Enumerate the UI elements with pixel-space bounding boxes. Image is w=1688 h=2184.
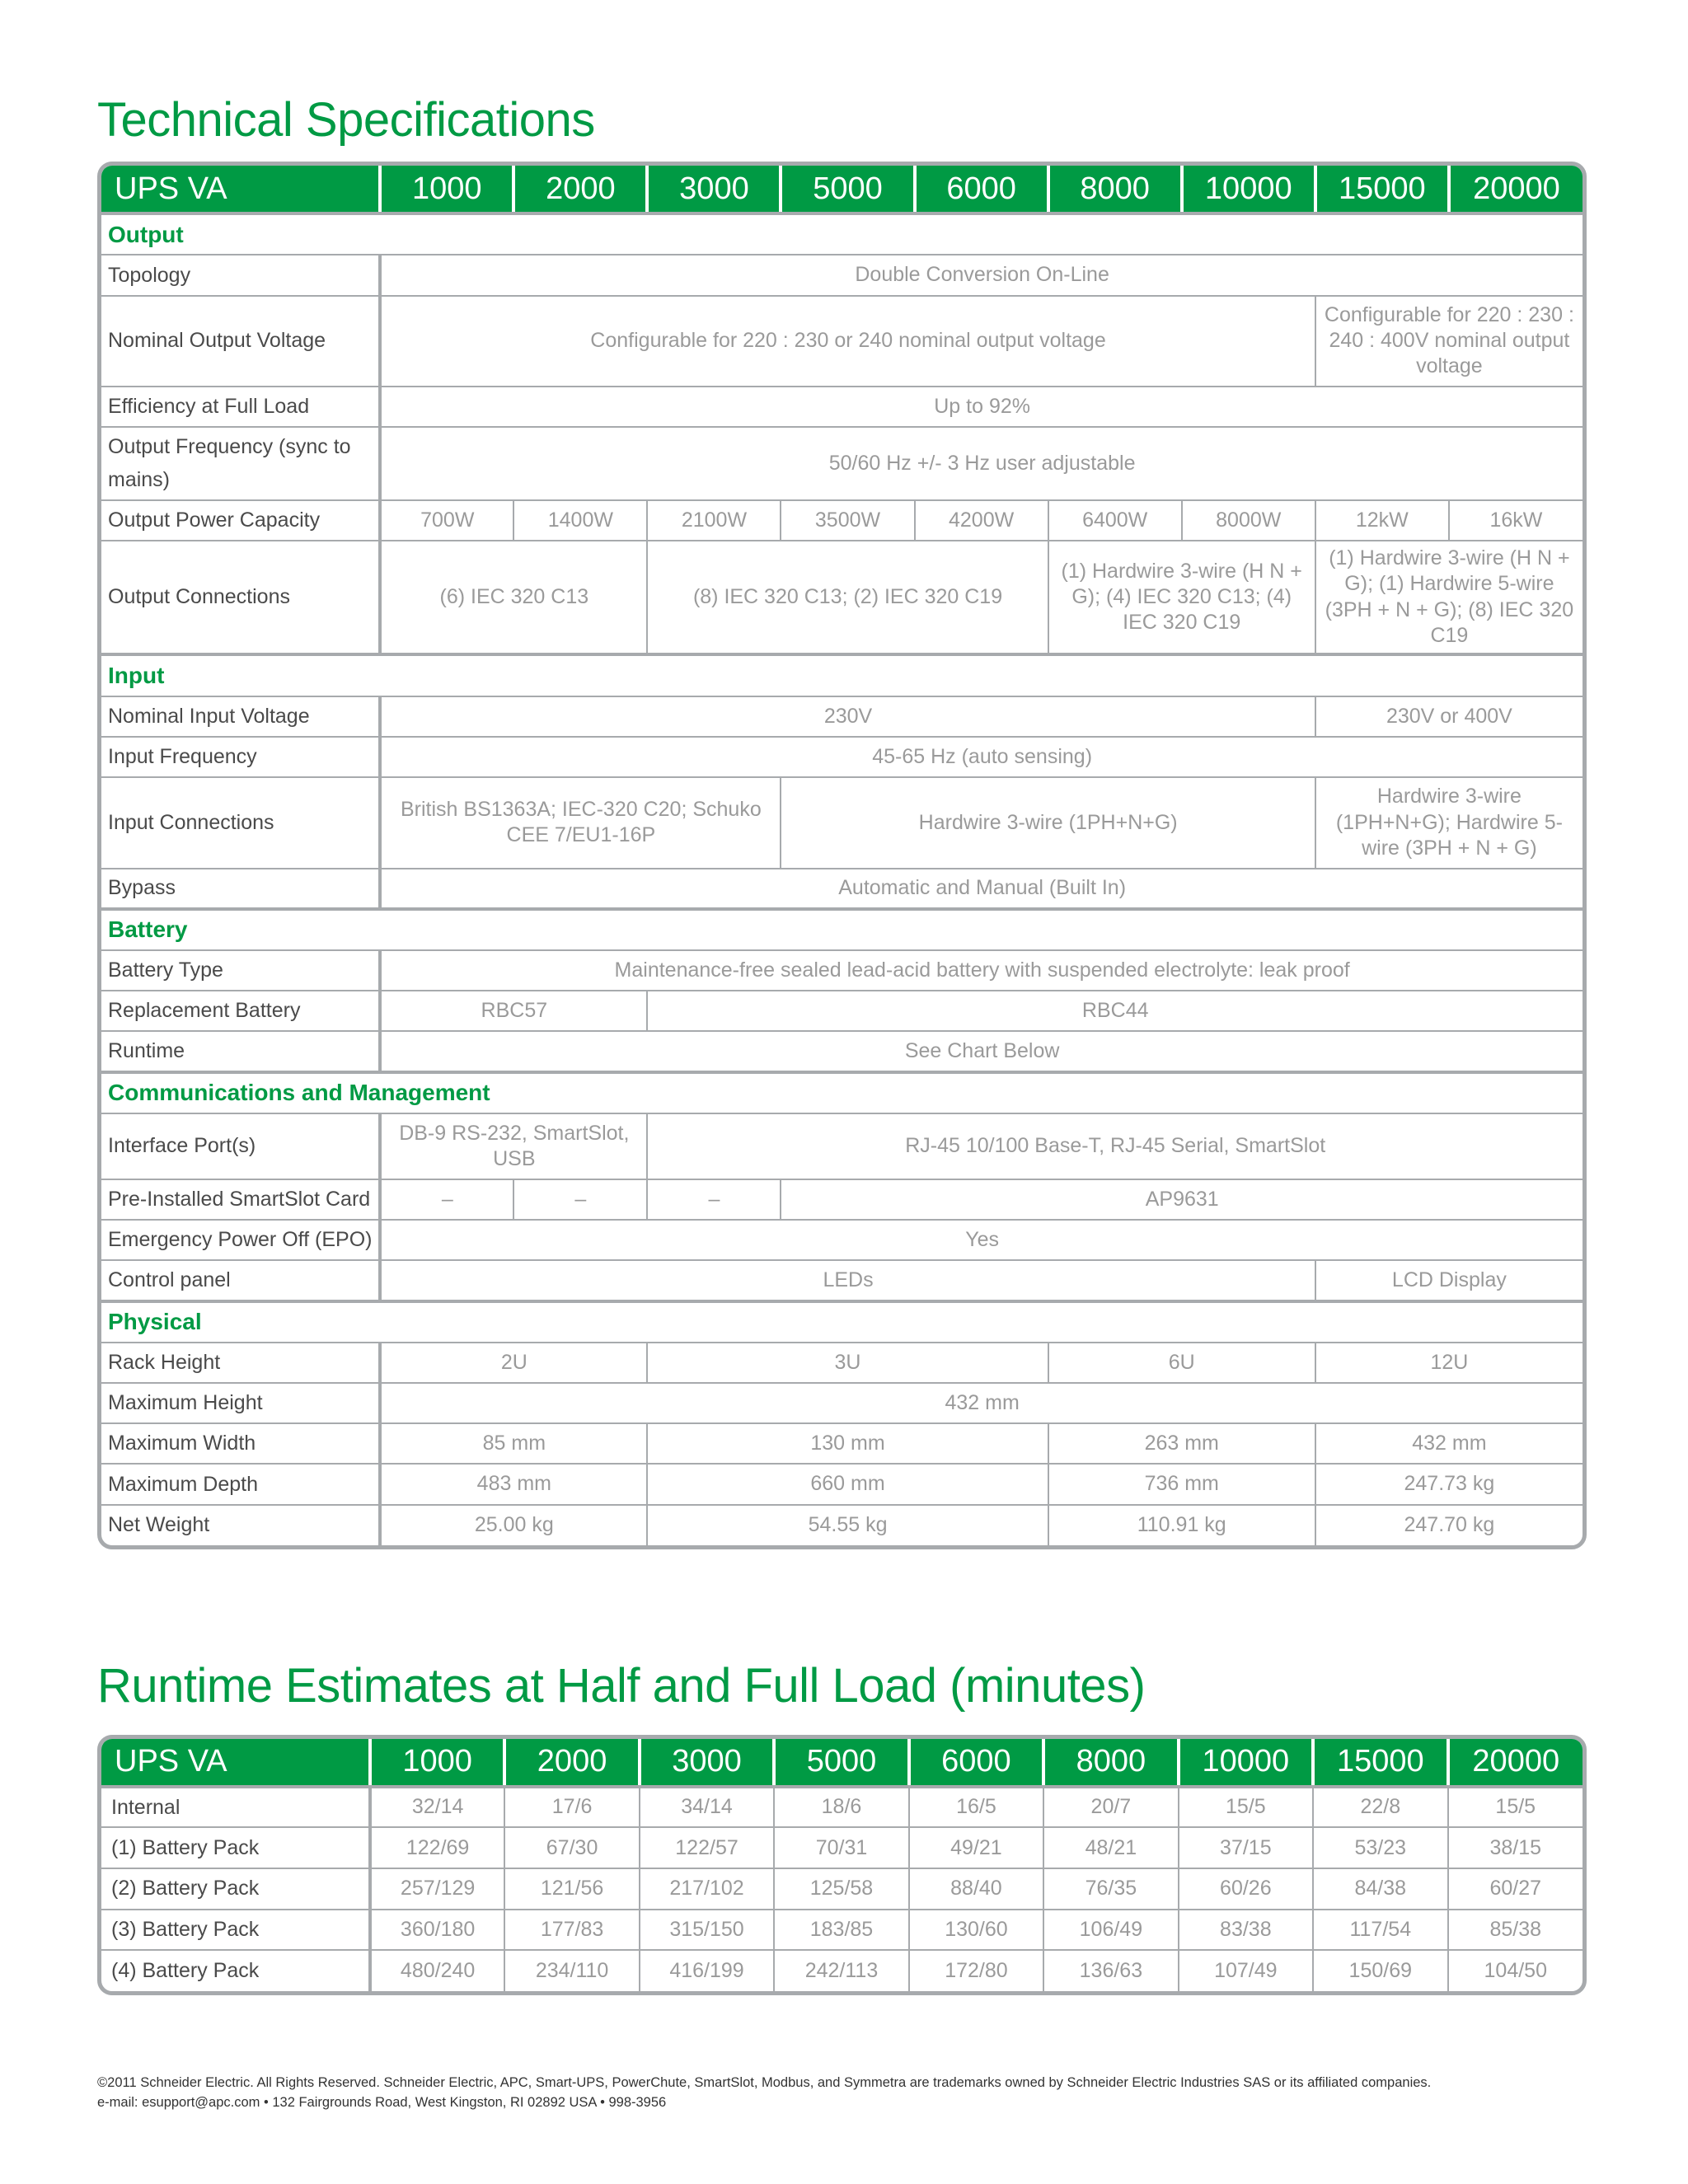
cell-value: (6) IEC 320 C13 bbox=[380, 541, 647, 655]
spec-table bbox=[101, 166, 1582, 1545]
cell-value: 15/5 bbox=[1179, 1787, 1313, 1828]
row-label: Efficiency at Full Load bbox=[101, 387, 380, 427]
cell-value: 70/31 bbox=[774, 1827, 908, 1868]
spec-row-topology bbox=[101, 255, 1582, 295]
runtime-header-row bbox=[101, 1739, 1582, 1787]
cell-value: 8000W bbox=[1182, 500, 1315, 541]
row-label: Input Frequency bbox=[101, 737, 380, 777]
spec-row-efficiency bbox=[101, 387, 1582, 427]
header-va-10000: 10000 bbox=[1179, 1739, 1313, 1787]
cell-value: 117/54 bbox=[1313, 1910, 1447, 1951]
section-battery bbox=[101, 909, 1582, 950]
cell-value: 432 mm bbox=[1315, 1423, 1582, 1464]
row-label: Control panel bbox=[101, 1260, 380, 1301]
row-label: Maximum Depth bbox=[101, 1464, 380, 1504]
cell-value: 177/83 bbox=[504, 1910, 639, 1951]
row-label: (1) Battery Pack bbox=[101, 1827, 370, 1868]
header-va-3000: 3000 bbox=[640, 1739, 774, 1787]
cell-value: Double Conversion On-Line bbox=[380, 255, 1582, 295]
row-label: Runtime bbox=[101, 1031, 380, 1071]
cell-value: 67/30 bbox=[504, 1827, 639, 1868]
cell-value: 15/5 bbox=[1448, 1787, 1582, 1828]
cell-value: 130/60 bbox=[909, 1910, 1043, 1951]
runtime-row-internal bbox=[101, 1787, 1582, 1828]
cell-value: 416/199 bbox=[640, 1950, 774, 1991]
cell-value: 480/240 bbox=[370, 1950, 504, 1991]
header-va-8000: 8000 bbox=[1043, 1739, 1178, 1787]
cell-value: 54.55 kg bbox=[647, 1505, 1048, 1545]
cell-value: 247.73 kg bbox=[1315, 1464, 1582, 1504]
cell-value: 1400W bbox=[513, 500, 647, 541]
cell-value: 263 mm bbox=[1048, 1423, 1315, 1464]
spec-row-input-frequency bbox=[101, 737, 1582, 777]
cell-value: (1) Hardwire 3-wire (H N + G); (1) Hardwire 5-wire (3PH + N + G); (8) IEC 320 C19 bbox=[1315, 541, 1582, 655]
cell-value: 4200W bbox=[915, 500, 1048, 541]
runtime-row-2-pack bbox=[101, 1868, 1582, 1910]
header-va-15000: 15000 bbox=[1313, 1739, 1447, 1787]
cell-value: 34/14 bbox=[640, 1787, 774, 1828]
row-label: Replacement Battery bbox=[101, 991, 380, 1031]
section-heading: Communications and Management bbox=[101, 1072, 1582, 1113]
row-label: Output Frequency (sync to mains) bbox=[101, 427, 380, 499]
cell-value: 20/7 bbox=[1043, 1787, 1178, 1828]
header-va-2000: 2000 bbox=[504, 1739, 639, 1787]
cell-value: 432 mm bbox=[380, 1383, 1582, 1423]
cell-value: 3500W bbox=[781, 500, 914, 541]
row-label: Emergency Power Off (EPO) bbox=[101, 1220, 380, 1260]
cell-value: 183/85 bbox=[774, 1910, 908, 1951]
row-label: Input Connections bbox=[101, 777, 380, 868]
cell-value: Up to 92% bbox=[380, 387, 1582, 427]
row-label: Output Power Capacity bbox=[101, 500, 380, 541]
cell-value: 85/38 bbox=[1448, 1910, 1582, 1951]
runtime-table bbox=[101, 1739, 1582, 1991]
cell-value: 257/129 bbox=[370, 1868, 504, 1910]
row-label: Output Connections bbox=[101, 541, 380, 655]
cell-value: 38/15 bbox=[1448, 1827, 1582, 1868]
cell-value: 37/15 bbox=[1179, 1827, 1313, 1868]
runtime-row-1-pack bbox=[101, 1827, 1582, 1868]
spec-row-nominal-input-voltage bbox=[101, 696, 1582, 737]
row-label: (3) Battery Pack bbox=[101, 1910, 370, 1951]
cell-value: 76/35 bbox=[1043, 1868, 1178, 1910]
section-physical bbox=[101, 1301, 1582, 1343]
header-ups-va: UPS VA bbox=[101, 166, 380, 213]
spec-row-output-power bbox=[101, 500, 1582, 541]
cell-value: 45-65 Hz (auto sensing) bbox=[380, 737, 1582, 777]
cell-value: 53/23 bbox=[1313, 1827, 1447, 1868]
row-label: Battery Type bbox=[101, 950, 380, 991]
cell-value: 6U bbox=[1048, 1343, 1315, 1383]
header-va-10000: 10000 bbox=[1182, 166, 1315, 213]
header-va-3000: 3000 bbox=[647, 166, 781, 213]
spec-row-input-connections bbox=[101, 777, 1582, 868]
runtime-table-frame bbox=[97, 1735, 1587, 1995]
section-heading: Output bbox=[101, 213, 1582, 255]
cell-value: 122/57 bbox=[640, 1827, 774, 1868]
cell-value: 6400W bbox=[1048, 500, 1182, 541]
cell-value: 130 mm bbox=[647, 1423, 1048, 1464]
spec-row-interface-ports bbox=[101, 1113, 1582, 1179]
cell-value: 122/69 bbox=[370, 1827, 504, 1868]
cell-value: 22/8 bbox=[1313, 1787, 1447, 1828]
cell-value: LEDs bbox=[380, 1260, 1315, 1301]
cell-value: 60/26 bbox=[1179, 1868, 1313, 1910]
footer-contact: e-mail: esupport@apc.com • 132 Fairgrounds Road, West Kingston, RI 02892 USA • 998-3956 bbox=[97, 2094, 667, 2110]
spec-row-output-connections bbox=[101, 541, 1582, 655]
spec-row-net-weight bbox=[101, 1505, 1582, 1545]
cell-value: 85 mm bbox=[380, 1423, 647, 1464]
cell-value: LCD Display bbox=[1315, 1260, 1582, 1301]
cell-value: 106/49 bbox=[1043, 1910, 1178, 1951]
cell-value: Hardwire 3-wire (1PH+N+G) bbox=[781, 777, 1315, 868]
spec-row-replacement-battery bbox=[101, 991, 1582, 1031]
spec-row-battery-type bbox=[101, 950, 1582, 991]
cell-value: 48/21 bbox=[1043, 1827, 1178, 1868]
cell-value: 2U bbox=[380, 1343, 647, 1383]
header-va-1000: 1000 bbox=[370, 1739, 504, 1787]
cell-value: 247.70 kg bbox=[1315, 1505, 1582, 1545]
row-label: (4) Battery Pack bbox=[101, 1950, 370, 1991]
runtime-title: Runtime Estimates at Half and Full Load (minutes) bbox=[97, 1659, 1146, 1713]
cell-value: 50/60 Hz +/- 3 Hz user adjustable bbox=[380, 427, 1582, 499]
spec-row-max-height bbox=[101, 1383, 1582, 1423]
cell-value: Automatic and Manual (Built In) bbox=[380, 869, 1582, 909]
cell-value: 217/102 bbox=[640, 1868, 774, 1910]
cell-value: Configurable for 220 : 230 : 240 : 400V nominal output voltage bbox=[1315, 296, 1582, 387]
spec-row-output-frequency bbox=[101, 427, 1582, 499]
header-va-6000: 6000 bbox=[915, 166, 1048, 213]
cell-value: 84/38 bbox=[1313, 1868, 1447, 1910]
spec-row-smartslot-card bbox=[101, 1179, 1582, 1220]
cell-value: 49/21 bbox=[909, 1827, 1043, 1868]
cell-value: 88/40 bbox=[909, 1868, 1043, 1910]
cell-value: 230V or 400V bbox=[1315, 696, 1582, 737]
header-va-8000: 8000 bbox=[1048, 166, 1182, 213]
runtime-row-3-pack bbox=[101, 1910, 1582, 1951]
row-label: Nominal Output Voltage bbox=[101, 296, 380, 387]
row-label: (2) Battery Pack bbox=[101, 1868, 370, 1910]
cell-value: Hardwire 3-wire (1PH+N+G); Hardwire 5-wire (3PH + N + G) bbox=[1315, 777, 1582, 868]
cell-value: Maintenance-free sealed lead-acid battery with suspended electrolyte: leak proof bbox=[380, 950, 1582, 991]
cell-value: 172/80 bbox=[909, 1950, 1043, 1991]
cell-value: 32/14 bbox=[370, 1787, 504, 1828]
cell-value: 483 mm bbox=[380, 1464, 647, 1504]
row-label: Nominal Input Voltage bbox=[101, 696, 380, 737]
cell-value: 736 mm bbox=[1048, 1464, 1315, 1504]
cell-value: RJ-45 10/100 Base-T, RJ-45 Serial, SmartSlot bbox=[647, 1113, 1582, 1179]
section-output bbox=[101, 213, 1582, 255]
cell-value: British BS1363A; IEC-320 C20; Schuko CEE 7/EU1-16P bbox=[380, 777, 781, 868]
cell-value: 315/150 bbox=[640, 1910, 774, 1951]
header-va-20000: 20000 bbox=[1449, 166, 1582, 213]
header-va-1000: 1000 bbox=[380, 166, 513, 213]
footer bbox=[97, 2074, 1581, 2113]
cell-value: 110.91 kg bbox=[1048, 1505, 1315, 1545]
section-communications bbox=[101, 1072, 1582, 1113]
row-label: Rack Height bbox=[101, 1343, 380, 1383]
spec-row-control-panel bbox=[101, 1260, 1582, 1301]
cell-value: Configurable for 220 : 230 or 240 nominal output voltage bbox=[380, 296, 1315, 387]
cell-value: 121/56 bbox=[504, 1868, 639, 1910]
row-label: Bypass bbox=[101, 869, 380, 909]
row-label: Maximum Height bbox=[101, 1383, 380, 1423]
header-va-5000: 5000 bbox=[781, 166, 914, 213]
cell-value: 12kW bbox=[1315, 500, 1449, 541]
cell-value: 234/110 bbox=[504, 1950, 639, 1991]
spec-title: Technical Specifications bbox=[97, 93, 595, 147]
cell-value: 16/5 bbox=[909, 1787, 1043, 1828]
cell-value: AP9631 bbox=[781, 1179, 1582, 1220]
cell-value: (1) Hardwire 3-wire (H N + G); (4) IEC 320 C13; (4) IEC 320 C19 bbox=[1048, 541, 1315, 655]
cell-value: 107/49 bbox=[1179, 1950, 1313, 1991]
row-label: Interface Port(s) bbox=[101, 1113, 380, 1179]
row-label: Maximum Width bbox=[101, 1423, 380, 1464]
cell-value: – bbox=[513, 1179, 647, 1220]
cell-value: 125/58 bbox=[774, 1868, 908, 1910]
section-input bbox=[101, 654, 1582, 696]
footer-copyright: ©2011 Schneider Electric. All Rights Reserved. Schneider Electric, APC, Smart-UPS, PowerChute, SmartSlot, Modbus, and Symmetra are trademarks owned by Schneider Electric Industries SAS or its affiliated companies. bbox=[97, 2075, 1432, 2090]
spec-row-bypass bbox=[101, 869, 1582, 909]
spec-row-rack-height bbox=[101, 1343, 1582, 1383]
row-label: Internal bbox=[101, 1787, 370, 1828]
header-va-5000: 5000 bbox=[774, 1739, 908, 1787]
section-heading: Battery bbox=[101, 909, 1582, 950]
section-heading: Input bbox=[101, 654, 1582, 696]
cell-value: 17/6 bbox=[504, 1787, 639, 1828]
spec-row-runtime bbox=[101, 1031, 1582, 1071]
cell-value: 60/27 bbox=[1448, 1868, 1582, 1910]
cell-value: 104/50 bbox=[1448, 1950, 1582, 1991]
runtime-row-4-pack bbox=[101, 1950, 1582, 1991]
row-label: Net Weight bbox=[101, 1505, 380, 1545]
cell-value: RBC57 bbox=[380, 991, 647, 1031]
spec-row-nominal-output-voltage bbox=[101, 296, 1582, 387]
header-va-6000: 6000 bbox=[909, 1739, 1043, 1787]
cell-value: 25.00 kg bbox=[380, 1505, 647, 1545]
cell-value: – bbox=[647, 1179, 781, 1220]
cell-value: 360/180 bbox=[370, 1910, 504, 1951]
spec-header-row bbox=[101, 166, 1582, 213]
header-va-2000: 2000 bbox=[513, 166, 647, 213]
cell-value: 16kW bbox=[1449, 500, 1582, 541]
cell-value: 136/63 bbox=[1043, 1950, 1178, 1991]
cell-value: 660 mm bbox=[647, 1464, 1048, 1504]
cell-value: 230V bbox=[380, 696, 1315, 737]
cell-value: (8) IEC 320 C13; (2) IEC 320 C19 bbox=[647, 541, 1048, 655]
cell-value: 2100W bbox=[647, 500, 781, 541]
cell-value: See Chart Below bbox=[380, 1031, 1582, 1071]
row-label: Pre-Installed SmartSlot Card bbox=[101, 1179, 380, 1220]
cell-value: 12U bbox=[1315, 1343, 1582, 1383]
spec-row-max-depth bbox=[101, 1464, 1582, 1504]
header-va-15000: 15000 bbox=[1315, 166, 1449, 213]
spec-row-epo bbox=[101, 1220, 1582, 1260]
cell-value: 3U bbox=[647, 1343, 1048, 1383]
cell-value: 83/38 bbox=[1179, 1910, 1313, 1951]
header-ups-va: UPS VA bbox=[101, 1739, 370, 1787]
cell-value: DB-9 RS-232, SmartSlot, USB bbox=[380, 1113, 647, 1179]
cell-value: RBC44 bbox=[647, 991, 1582, 1031]
row-label: Topology bbox=[101, 255, 380, 295]
spec-row-max-width bbox=[101, 1423, 1582, 1464]
cell-value: 18/6 bbox=[774, 1787, 908, 1828]
header-va-20000: 20000 bbox=[1448, 1739, 1582, 1787]
cell-value: 700W bbox=[380, 500, 513, 541]
cell-value: – bbox=[380, 1179, 513, 1220]
cell-value: 150/69 bbox=[1313, 1950, 1447, 1991]
spec-table-frame bbox=[97, 162, 1587, 1549]
cell-value: Yes bbox=[380, 1220, 1582, 1260]
cell-value: 242/113 bbox=[774, 1950, 908, 1991]
section-heading: Physical bbox=[101, 1301, 1582, 1343]
